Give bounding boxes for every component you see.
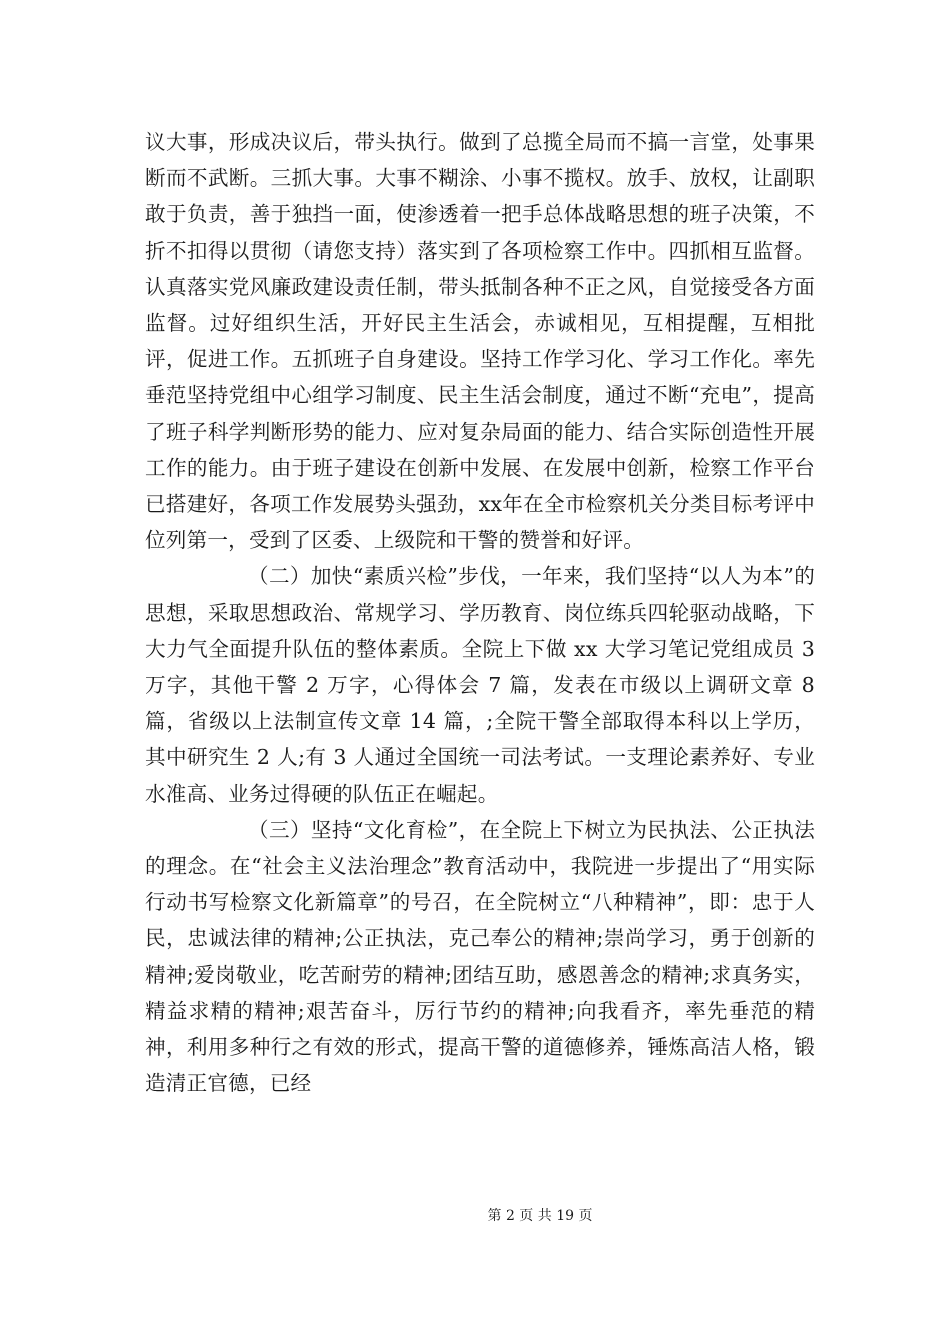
paragraph-1: 议大事，形成决议后，带头执行。做到了总揽全局而不搞一言堂，处事果断而不武断。三抓大事。大事不糊涂、小事不揽权。放手、放权，让副职敢于负责，善于独挡一面，使渗透着一把手总体战略思想的班子决策，不折不扣得以贯彻（请您支持）落实到了各项检察工作中。四抓相互监督。认真落实党风廉政建设责任制，带头抵制各种不正之风，自觉接受各方面监督。过好组织生活，开好民主生活会，赤诚相见，互相提醒，互相批评，促进工作。五抓班子自身建设。坚持工作学习化、学习工作化。率先垂范坚持党组中心组学习制度、民主生活会制度，通过不断“充电”，提高了班子科学判断形势的能力、应对复杂局面的能力、结合实际创造性开展工作的能力。由于班子建设在创新中发展、在发展中创新，检察工作平台已搭建好，各项工作发展势头强劲，xx年在全市检察机关分类目标考评中位列第一，受到了区委、上级院和干警的赞誉和好评。 bbox=[145, 130, 815, 553]
page-footer: 第 2 页 共 19 页 bbox=[487, 1208, 593, 1224]
body-text bbox=[145, 124, 815, 1101]
paragraph-3: （三）坚持“文化育检”，在全院上下树立为民执法、公正执法的理念。在“社会主义法治理念”教育活动中，我院进一步提出了“用实际行动书写检察文化新篇章”的号召，在全院树立“八种精神”，即：忠于人民，忠诚法律的精神;公正执法，克己奉公的精神;崇尚学习，勇于创新的精神;爱岗敬业，吃苦耐劳的精神;团结互助，感恩善念的精神;求真务实，精益求精的精神;艰苦奋斗，厉行节约的精神;向我看齐，率先垂范的精神，利用多种行之有效的形式，提高干警的道德修养，锤炼高洁人格，锻造清正官德，已经 bbox=[145, 817, 815, 1096]
paragraph-2: （二）加快“素质兴检”步伐，一年来，我们坚持“以人为本”的思想，采取思想政治、常规学习、学历教育、岗位练兵四轮驱动战略，下大力气全面提升队伍的整体素质。全院上下做 xx 大学习笔记党组成员 3 万字，其他干警 2 万字，心得体会 7 篇，发表在市级以上调研文章 8 篇，省级以上法制宣传文章 14 篇，;全院干警全部取得本科以上学历，其中研究生 2 人;有 3 人通过全国统一司法考试。一支理论素养好、专业水准高、业务过得硬的队伍正在崛起。 bbox=[145, 564, 815, 806]
